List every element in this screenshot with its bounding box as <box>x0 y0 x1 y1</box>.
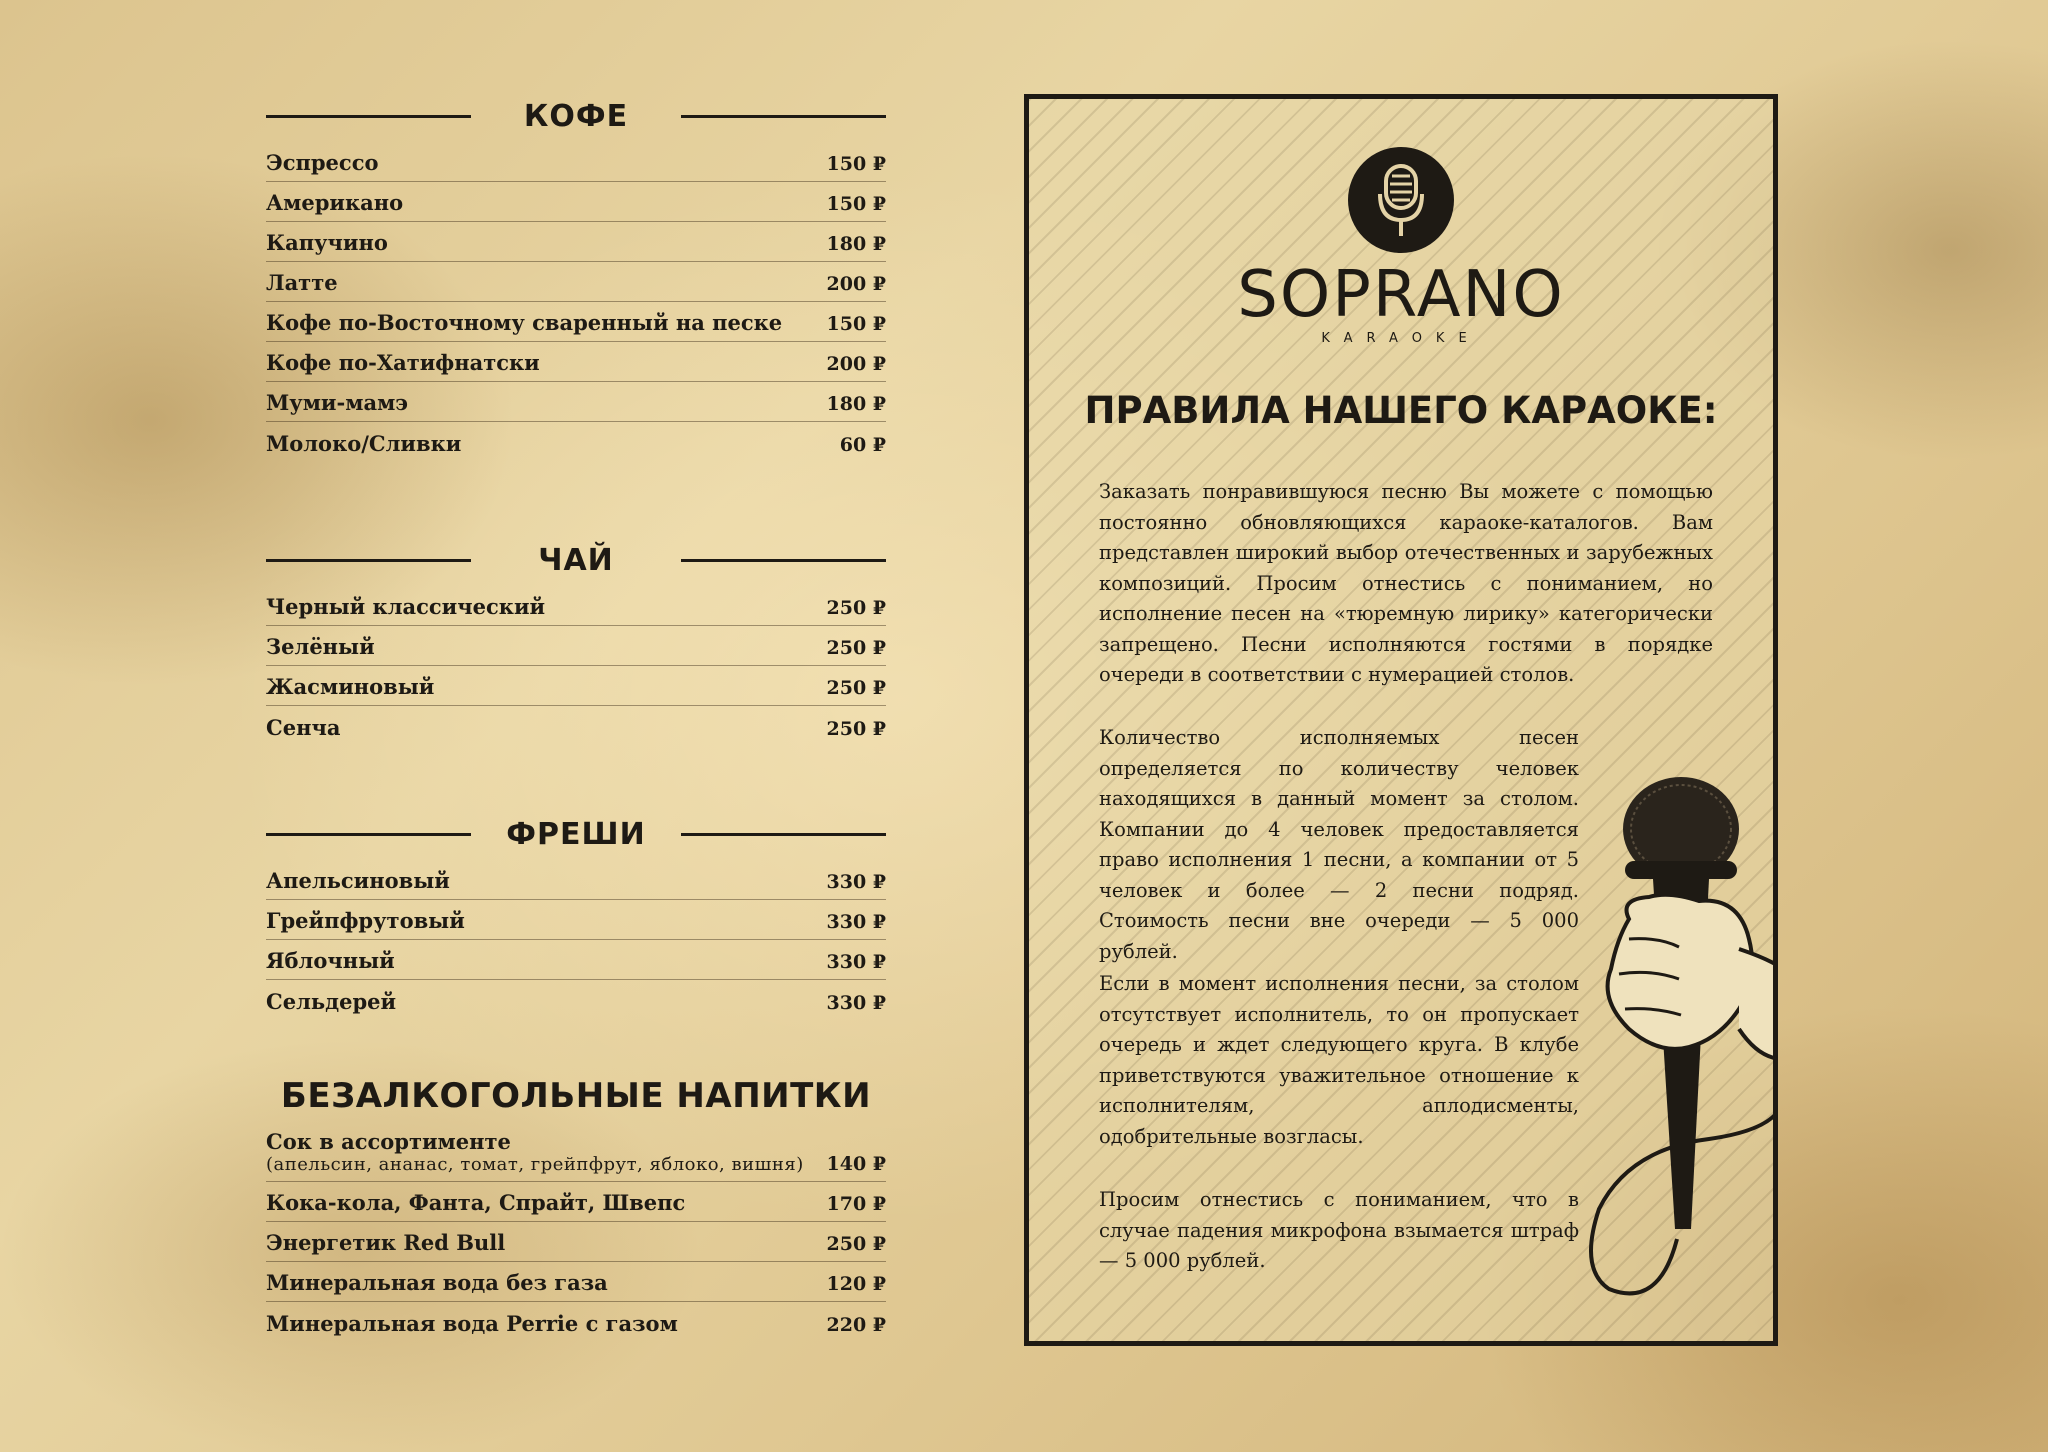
item-name: Апельсиновый <box>266 868 450 893</box>
menu-item <box>266 1262 886 1302</box>
tea-list <box>266 586 886 746</box>
microphone-logo-icon <box>1348 147 1454 253</box>
item-name: Сельдерей <box>266 989 397 1014</box>
item-price: 250 ₽ <box>826 718 886 740</box>
menu-item <box>266 142 886 182</box>
soft-drinks-title: БЕЗАЛКОГОЛЬНЫЕ НАПИТКИ <box>280 1076 872 1116</box>
rules-paragraph: Заказать понравившуюся песню Вы можете с помощью постоянно обновляющихся караоке-каталогов. Вам представлен широкий выбор отечественных и зарубежных композиций. Просим отнестись с пониманием, но исполнение песен на «тюремную лирику» категорически запрещено. Песни исполняются гостями в порядке очереди в соответствии с нумерацией столов. <box>1099 480 1713 686</box>
rules-paragraph: Если в момент исполнения песни, за столом отсутствует исполнитель, то он пропускает очередь и ждет следующего круга. В клубе приветствуются уважительное отношение к исполнителям, аплодисменты, одобрительные возгласы. <box>1099 972 1579 1148</box>
item-name: Капучино <box>266 230 388 255</box>
logo <box>1029 147 1773 346</box>
coffee-title: КОФЕ <box>523 98 629 134</box>
item-price: 250 ₽ <box>826 1233 886 1255</box>
item-price: 120 ₽ <box>826 1273 886 1295</box>
logo-subtitle: KARAOKE <box>1321 331 1481 346</box>
item-price: 250 ₽ <box>826 677 886 699</box>
item-price: 250 ₽ <box>826 637 886 659</box>
item-name: Сок в ассортименте <box>266 1129 511 1154</box>
item-price: 220 ₽ <box>826 1314 886 1336</box>
item-price: 250 ₽ <box>826 597 886 619</box>
header-rule-left <box>266 115 471 118</box>
menu-item <box>266 302 886 342</box>
menu-item <box>266 422 886 462</box>
menu-item <box>266 1126 886 1182</box>
header-rule-right <box>681 115 886 118</box>
item-name: Американо <box>266 190 404 215</box>
menu-item <box>266 1182 886 1222</box>
header-rule-right <box>681 559 886 562</box>
menu-item <box>266 262 886 302</box>
menu-item <box>266 940 886 980</box>
item-name: Черный классический <box>266 594 546 619</box>
menu-item <box>266 342 886 382</box>
menu-item <box>266 900 886 940</box>
item-name: Зелёный <box>266 634 375 659</box>
header-rule-left <box>266 833 471 836</box>
item-name: Кофе по-Восточному сваренный на песке <box>266 310 783 335</box>
item-price: 140 ₽ <box>826 1153 886 1175</box>
item-price: 200 ₽ <box>826 353 886 375</box>
item-name: Сенча <box>266 715 341 740</box>
coffee-header <box>266 90 886 142</box>
menu-item <box>266 666 886 706</box>
fresh-section <box>266 808 886 1020</box>
karaoke-rules-panel <box>1024 94 1778 1346</box>
fresh-list <box>266 860 886 1020</box>
rules-paragraph: Просим отнестись с пониманием, что в случае падения микрофона взымается штраф — 5 000 рублей. <box>1099 1188 1579 1272</box>
item-name: Грейпфрутовый <box>266 908 465 933</box>
menu-item <box>266 626 886 666</box>
menu-item <box>266 182 886 222</box>
tea-header <box>266 534 886 586</box>
header-rule-right <box>681 833 886 836</box>
item-name: Энергетик Red Bull <box>266 1230 506 1255</box>
item-name: Эспрессо <box>266 150 379 175</box>
hand-holding-microphone-icon <box>1589 769 1778 1329</box>
item-price: 150 ₽ <box>826 313 886 335</box>
menu-item <box>266 980 886 1020</box>
item-name: Жасминовый <box>266 674 435 699</box>
item-name: Минеральная вода без газа <box>266 1270 608 1295</box>
item-price: 60 ₽ <box>839 434 886 456</box>
item-name: Муми-мамэ <box>266 390 409 415</box>
tea-title: ЧАЙ <box>538 542 614 578</box>
fresh-title: ФРЕШИ <box>506 816 646 852</box>
item-price: 150 ₽ <box>826 193 886 215</box>
coffee-section <box>266 90 886 462</box>
item-name: Молоко/Сливки <box>266 431 462 456</box>
item-name: Латте <box>266 270 338 295</box>
item-name: Яблочный <box>266 948 395 973</box>
item-price: 180 ₽ <box>826 393 886 415</box>
item-price: 330 ₽ <box>826 992 886 1014</box>
menu-item <box>266 1222 886 1262</box>
rules-paragraph: Количество исполняемых песен определяется по количеству человек находящихся в данный момент за столом. Компании до 4 человек предоставляется право исполнения 1 песни, а компании от 5 человек и более — 2 песни подряд. Стоимость песни вне очереди — 5 000 рублей. <box>1099 726 1579 963</box>
menu-item <box>266 382 886 422</box>
item-description: (апельсин, ананас, томат, грейпфрут, яблоко, вишня) <box>266 1154 804 1175</box>
menu-item <box>266 860 886 900</box>
header-rule-left <box>266 559 471 562</box>
item-price: 150 ₽ <box>826 153 886 175</box>
item-name: Минеральная вода Perrie с газом <box>266 1311 678 1336</box>
soft-drinks-list <box>266 1126 886 1342</box>
item-price: 330 ₽ <box>826 871 886 893</box>
fresh-header <box>266 808 886 860</box>
tea-section <box>266 534 886 746</box>
soft-drinks-section <box>266 1070 886 1342</box>
item-price: 170 ₽ <box>826 1193 886 1215</box>
coffee-list <box>266 142 886 462</box>
item-name-group <box>266 1129 804 1175</box>
menu-item <box>266 1302 886 1342</box>
menu-item <box>266 222 886 262</box>
item-price: 330 ₽ <box>826 911 886 933</box>
item-price: 330 ₽ <box>826 951 886 973</box>
menu-item <box>266 706 886 746</box>
menu-item <box>266 586 886 626</box>
logo-name: SOPRANO <box>1237 258 1565 332</box>
item-name: Кофе по-Хатифнатски <box>266 350 540 375</box>
soft-drinks-header <box>266 1070 886 1122</box>
item-name: Кока-кола, Фанта, Спрайт, Швепс <box>266 1190 686 1215</box>
rules-title: ПРАВИЛА НАШЕГО КАРАОКЕ: <box>1084 389 1718 432</box>
item-price: 200 ₽ <box>826 273 886 295</box>
item-price: 180 ₽ <box>826 233 886 255</box>
